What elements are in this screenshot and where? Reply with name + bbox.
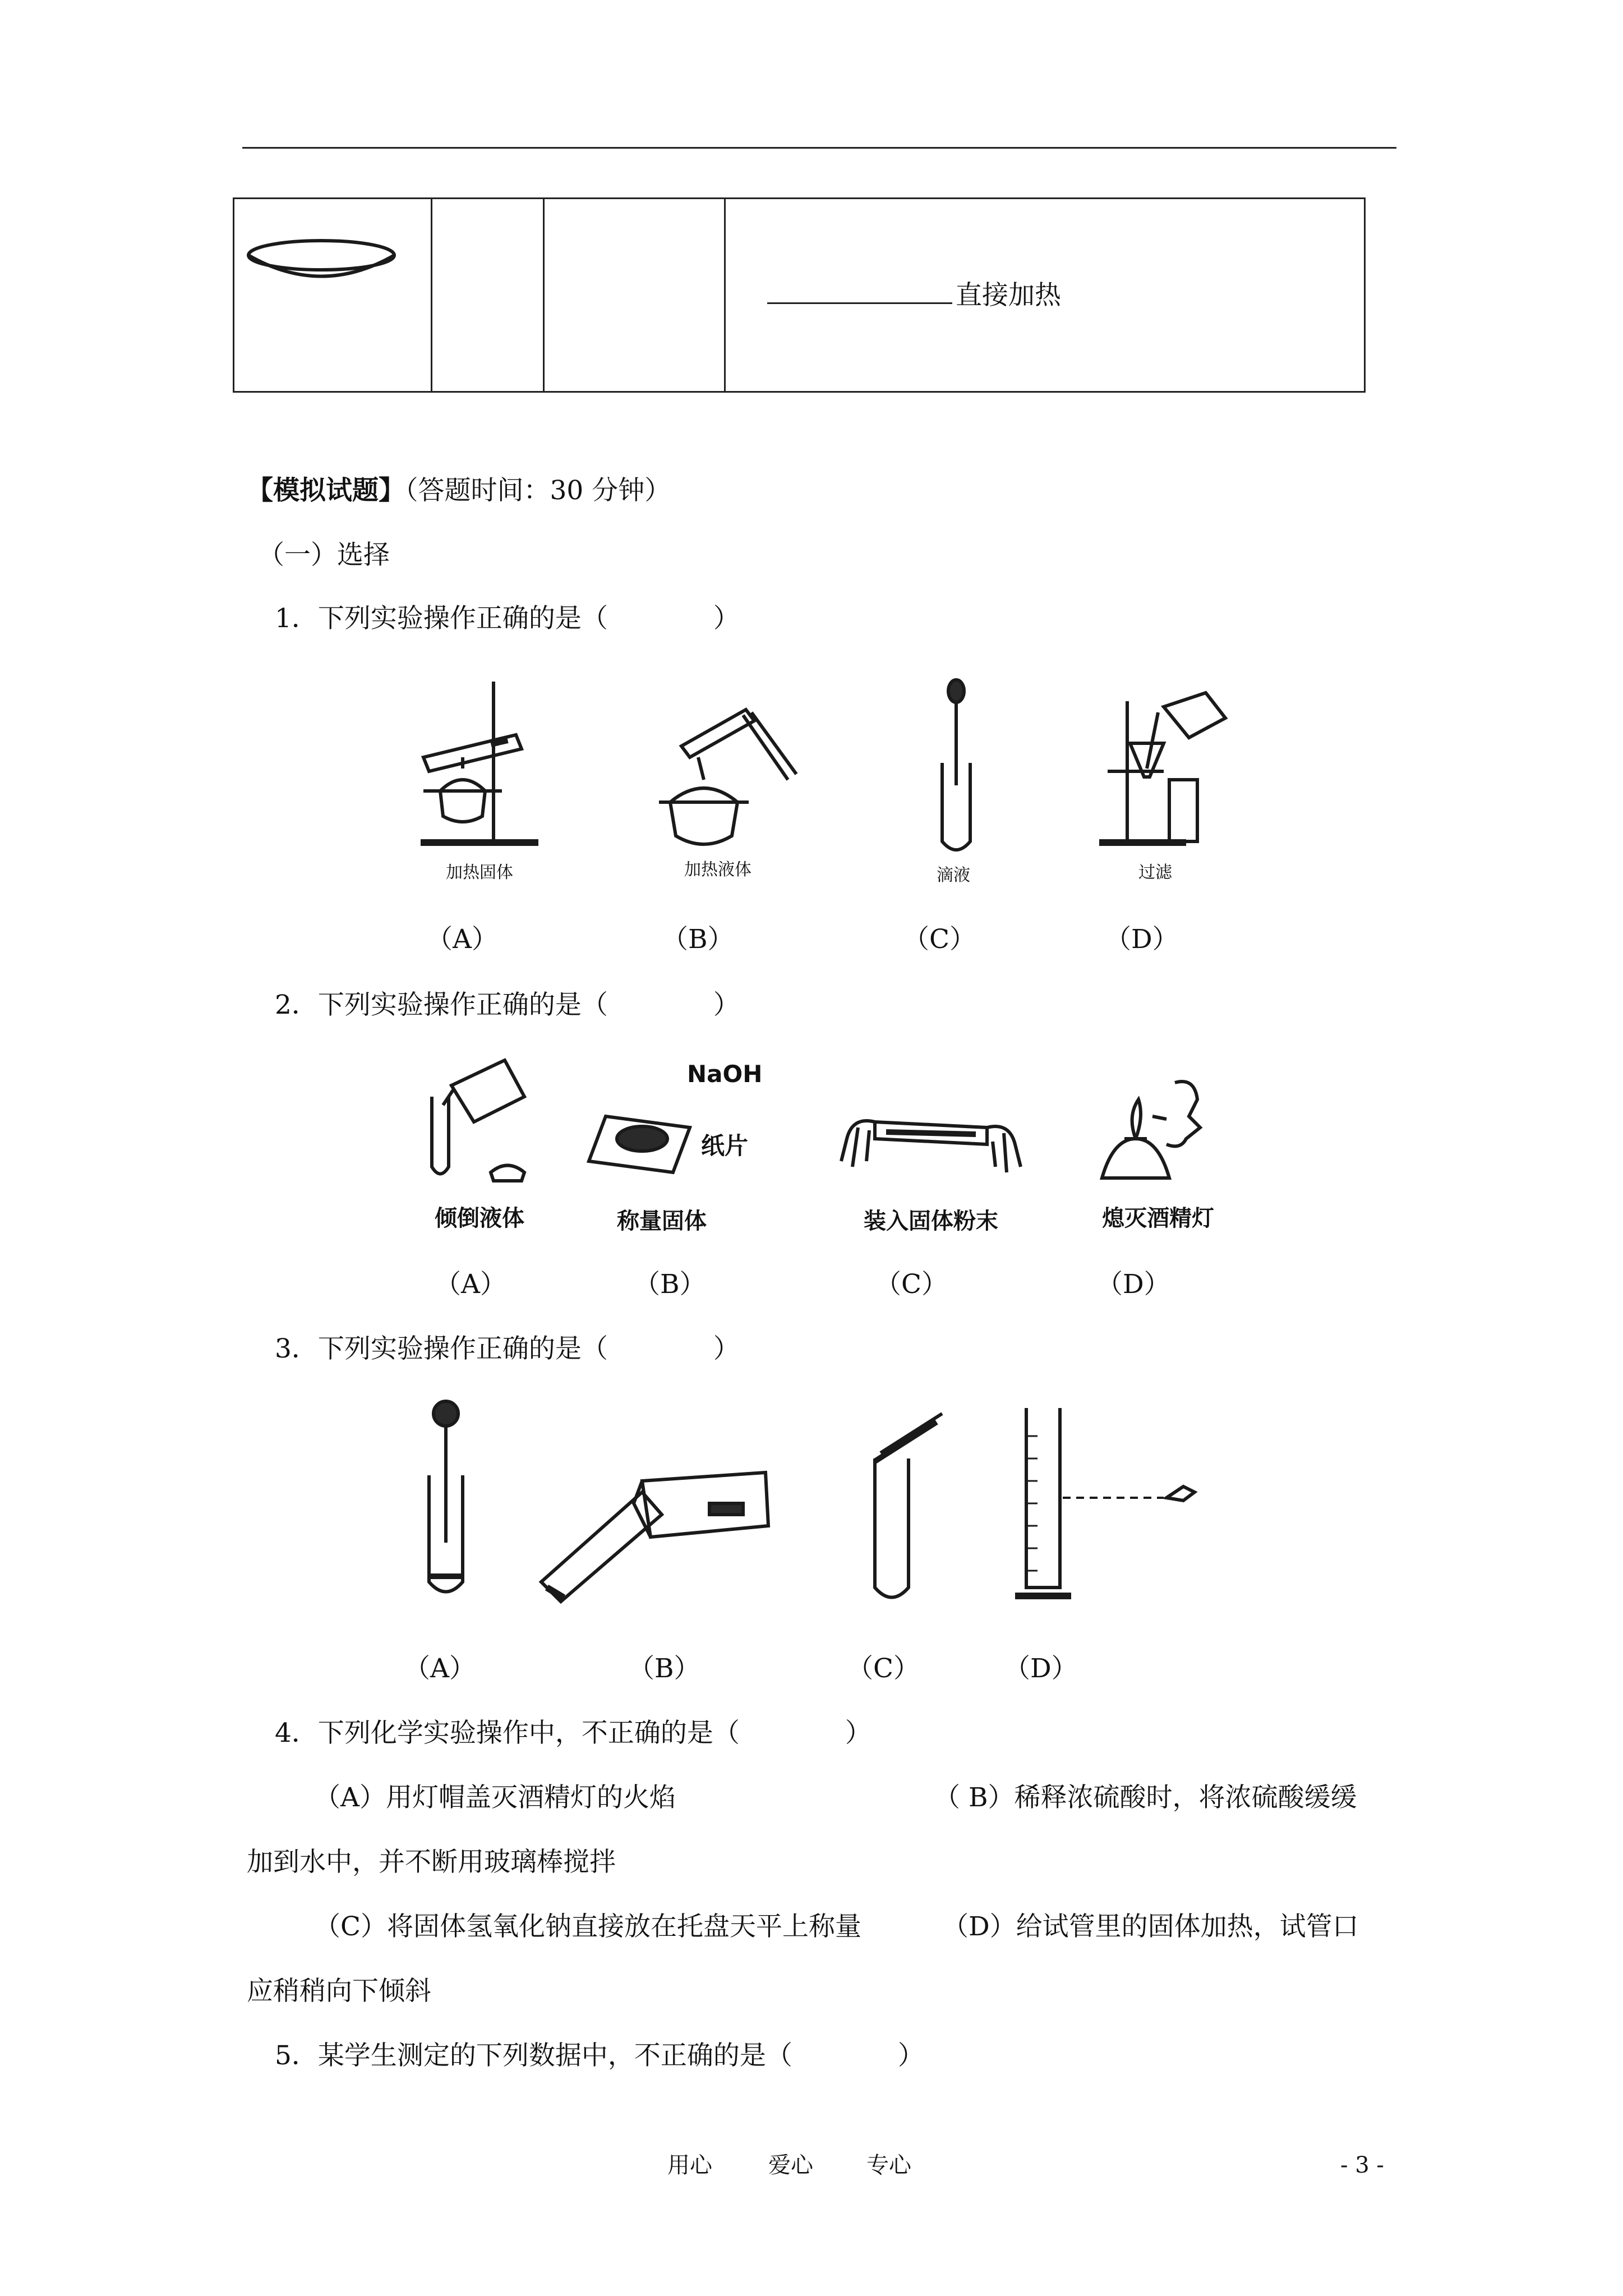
question-5-stem: 5．某学生测定的下列数据中，不正确的是（ ） [275, 2040, 924, 2071]
measuring-cylinder-icon [1009, 1402, 1200, 1610]
weighing-solid-icon [583, 1094, 695, 1172]
question-1-stem: 1．下列实验操作正确的是（ ） [275, 603, 740, 634]
heating-solid-icon [412, 679, 547, 853]
fill-blank[interactable] [767, 280, 952, 304]
extinguish-lamp-icon [1091, 1077, 1220, 1195]
adding-powder-icon [836, 1099, 1026, 1195]
q3-option-a: （A） [404, 1653, 476, 1684]
section-note: （答题时间：30 分钟） [405, 475, 671, 506]
q4-option-b: （ B）稀释浓硫酸时，将浓硫酸缓缓 [934, 1782, 1357, 1813]
question-3-stem: 3．下列实验操作正确的是（ ） [275, 1333, 740, 1364]
page-number: - 3 - [1340, 2152, 1384, 2178]
dropper-in-tube-icon [415, 1397, 477, 1604]
header-rule [242, 147, 1396, 149]
caption-dropper: 滴液 [937, 866, 970, 885]
q2-option-d: （D） [1096, 1269, 1170, 1300]
footer-word-2: 爱心 [768, 2152, 813, 2178]
q1-option-d: （D） [1105, 924, 1179, 955]
q2-option-b: （B） [634, 1269, 706, 1300]
heating-liquid-icon [648, 701, 799, 869]
caption-pouring: 倾倒液体 [435, 1205, 524, 1231]
q1-option-b: （B） [662, 924, 734, 955]
label-naoh: NaOH [687, 1060, 763, 1088]
q4-option-a: （A）用灯帽盖灭酒精灯的火焰 [314, 1782, 676, 1813]
footer-word-3: 专心 [866, 2152, 911, 2178]
question-4-stem: 4．下列化学实验操作中，不正确的是（ ） [275, 1718, 872, 1749]
q3-option-d: （D） [1004, 1653, 1078, 1684]
table-cell-text: 直接加热 [956, 280, 1061, 311]
footer-word-1: 用心 [667, 2152, 712, 2178]
caption-weighing: 称量固体 [617, 1208, 707, 1234]
part-label: （一）选择 [258, 540, 390, 570]
pouring-into-tube-icon [530, 1453, 794, 1604]
caption-filtration: 过滤 [1138, 863, 1172, 882]
section-heading [247, 474, 671, 508]
caption-heating-liquid: 加热液体 [684, 860, 751, 880]
pouring-liquid-icon [421, 1055, 555, 1184]
filtration-icon [1096, 679, 1237, 853]
caption-heating-solid: 加热固体 [446, 863, 513, 882]
question-2-stem: 2．下列实验操作正确的是（ ） [275, 990, 740, 1020]
q3-option-b: （B） [628, 1653, 700, 1684]
q1-option-a: （A） [426, 924, 498, 955]
dropper-icon [925, 679, 987, 858]
q4-option-d-cont: 应稍稍向下倾斜 [247, 1976, 431, 2007]
evaporating-dish-icon [246, 233, 403, 295]
label-paper: 纸片 [701, 1132, 749, 1159]
q4-option-b-cont: 加到水中，并不断用玻璃棒搅拌 [247, 1847, 616, 1878]
q2-option-a: （A） [435, 1269, 506, 1300]
caption-extinguish: 熄灭酒精灯 [1102, 1205, 1214, 1231]
q4-option-c: （C）将固体氢氧化钠直接放在托盘天平上称量 [314, 1911, 861, 1942]
q2-option-c: （C） [875, 1269, 948, 1300]
q4-option-d: （D）给试管里的固体加热，试管口 [942, 1911, 1359, 1942]
instrument-table-row [233, 197, 1366, 393]
q3-option-c: （C） [847, 1653, 920, 1684]
section-title: 【模拟试题】 [247, 475, 405, 506]
q1-option-c: （C） [903, 924, 976, 955]
caption-adding-powder: 装入固体粉末 [864, 1208, 998, 1234]
powder-into-tube-icon [858, 1408, 948, 1610]
